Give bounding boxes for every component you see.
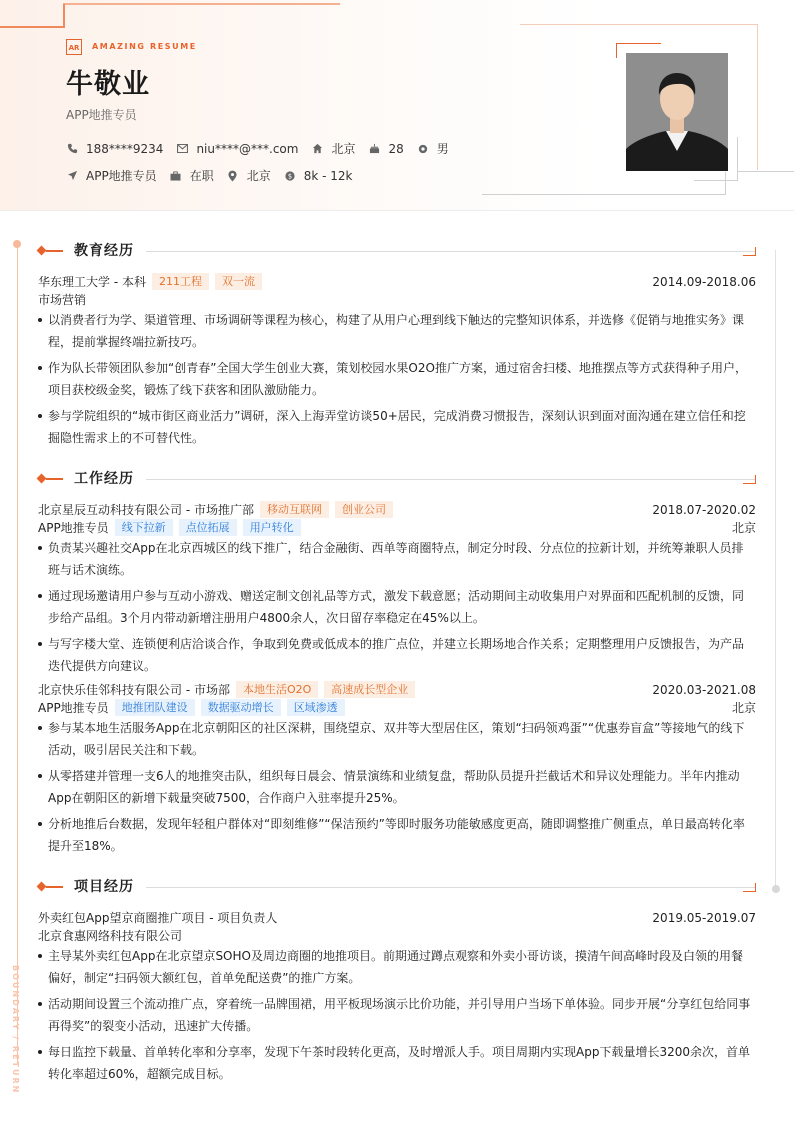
age-text: 28 bbox=[388, 141, 404, 156]
projects-section-header bbox=[36, 877, 756, 897]
location-icon bbox=[227, 170, 239, 182]
decor-line bbox=[737, 137, 738, 181]
decor-line bbox=[757, 24, 758, 170]
list-item: 参与某本地生活服务App在北京朝阳区的社区深耕，围绕望京、双井等大型居住区，策划“扫码领鸡蛋”“优惠券盲盒”等接地气的线下活动，吸引居民关注和下载。 bbox=[38, 717, 754, 761]
section-title: 教育经历 bbox=[74, 243, 134, 259]
decor-line bbox=[63, 4, 65, 28]
salary-text: 8k - 12k bbox=[303, 168, 353, 183]
divider bbox=[146, 251, 756, 252]
decor-line bbox=[520, 24, 758, 25]
intent-item bbox=[66, 167, 157, 184]
home-icon bbox=[311, 143, 323, 155]
contact-row bbox=[66, 140, 462, 157]
divider bbox=[146, 887, 756, 888]
salary-icon bbox=[284, 170, 296, 182]
corner-mark bbox=[743, 247, 756, 256]
phone-text: 188****9234 bbox=[86, 141, 164, 156]
education-school-row bbox=[38, 273, 756, 290]
list-item: 通过现场邀请用户参与互动小游戏、赠送定制文创礼品等方式，激发下载意愿；活动期间主动收集用户对界面和匹配机制的反馈，同步给产品组。3个月内带动新增注册用户4800余人，次日留存率稳定在45%以上。 bbox=[38, 585, 754, 629]
decor-line bbox=[775, 250, 776, 890]
tag: 高速成长型企业 bbox=[324, 681, 415, 698]
intent-city-text: 北京 bbox=[246, 169, 271, 183]
school-name: 华东理工大学 - 本科 bbox=[38, 275, 146, 289]
briefcase-icon bbox=[170, 170, 182, 182]
intent-position-text: APP地推专员 bbox=[86, 169, 157, 183]
tag: 创业公司 bbox=[335, 501, 393, 518]
contact-item bbox=[368, 142, 403, 156]
section-title: 项目经历 bbox=[74, 879, 134, 895]
tag: 本地生活O2O bbox=[236, 681, 318, 698]
gender-icon bbox=[417, 143, 429, 155]
tag: 区域渗透 bbox=[287, 699, 345, 716]
job-city: 北京 bbox=[731, 521, 756, 535]
project-title: 外卖红包App望京商圈推广项目 - 项目负责人 bbox=[38, 911, 278, 925]
major-name: 市场营销 bbox=[38, 293, 87, 307]
job-city: 北京 bbox=[731, 701, 756, 715]
education-section-header bbox=[36, 241, 756, 261]
intent-item bbox=[284, 169, 353, 183]
decor-line bbox=[46, 886, 63, 888]
gender-text: 男 bbox=[436, 142, 449, 156]
date-range: 2014.09-2018.06 bbox=[652, 274, 756, 289]
decor-line bbox=[46, 250, 63, 252]
decor-line bbox=[725, 172, 726, 194]
company-name: 北京快乐佳邻科技有限公司 - 市场部 bbox=[38, 683, 230, 697]
side-watermark-text: BOUNDARY / RETURN bbox=[11, 965, 20, 1095]
timeline-dot bbox=[13, 240, 21, 248]
decor-dot bbox=[772, 885, 780, 893]
project-org: 北京食惠网络科技有限公司 bbox=[38, 929, 183, 943]
contact-item bbox=[176, 142, 298, 156]
list-item: 与写字楼大堂、连锁便利店洽谈合作，争取到免费或低成本的推广点位，并建立长期场地合作关系；定期整理用户反馈报告，为产品迭代提供方向建议。 bbox=[38, 633, 754, 677]
diamond-icon bbox=[37, 882, 47, 892]
education-major-row bbox=[38, 291, 756, 308]
candidate-name: 牛敬业 bbox=[66, 69, 150, 100]
logo-text: AMAZING RESUME bbox=[92, 42, 197, 51]
section-title: 工作经历 bbox=[74, 471, 134, 487]
job-title: APP地推专员 bbox=[66, 108, 137, 122]
list-item: 以消费者行为学、渠道管理、市场调研等课程为核心，构建了从用户心理到线下触达的完整知识体系，并选修《促销与地推实务》课程，提前掌握终端拉新技巧。 bbox=[38, 309, 754, 353]
corner-mark bbox=[743, 475, 756, 484]
date-range: 2019.05-2019.07 bbox=[652, 910, 756, 925]
tag: 点位拓展 bbox=[179, 519, 237, 536]
list-item: 从零搭建并管理一支6人的地推突击队，组织每日晨会、情景演练和业绩复盘，帮助队员提升拦截话术和异议处理能力。半年内推动App在朝阳区的新增下载量突破7500，合作商户入驻率提升25%。 bbox=[38, 765, 754, 809]
decor-line bbox=[737, 171, 794, 172]
tag: 用户转化 bbox=[243, 519, 301, 536]
svg-text:$: $ bbox=[287, 172, 292, 180]
date-range: 2018.07-2020.02 bbox=[652, 502, 756, 517]
tag: 地推团队建设 bbox=[115, 699, 195, 716]
send-icon bbox=[66, 170, 78, 182]
job-intent-row bbox=[66, 167, 365, 184]
list-item: 主导某外卖红包App在北京望京SOHO及周边商圈的地推项目。前期通过蹲点观察和外卖小哥访谈，摸清午间高峰时段及白领的用餐偏好，制定“扫码领大额红包，首单免配送费”的推广方案。 bbox=[38, 945, 754, 989]
job-company-row bbox=[38, 501, 756, 518]
home-city-text: 北京 bbox=[331, 142, 356, 156]
status-text: 在职 bbox=[189, 169, 214, 183]
role-name: APP地推专员 bbox=[38, 701, 109, 715]
mail-icon bbox=[176, 143, 188, 155]
decor-line bbox=[46, 478, 63, 480]
phone-icon bbox=[66, 143, 78, 155]
contact-item bbox=[311, 140, 355, 157]
job-company-row bbox=[38, 681, 756, 698]
date-range: 2020.03-2021.08 bbox=[652, 682, 756, 697]
list-item: 负责某兴趣社交App在北京西城区的线下推广，结合金融街、西单等商圈特点，制定分时段、分点位的拉新计划，并统筹兼职人员排班与话术演练。 bbox=[38, 537, 754, 581]
list-item: 活动期间设置三个流动推广点，穿着统一品牌围裙，用平板现场演示比价功能，并引导用户当场下单体验。同步开展“分享红包给同事再得奖”的裂变小活动，迅速扩大传播。 bbox=[38, 993, 754, 1037]
role-name: APP地推专员 bbox=[38, 521, 109, 535]
diamond-icon bbox=[37, 474, 47, 484]
corner-mark bbox=[743, 883, 756, 892]
decor-line bbox=[63, 3, 340, 5]
email-text: niu****@***.com bbox=[196, 141, 299, 156]
job-role-row bbox=[38, 519, 756, 536]
project-title-row bbox=[38, 909, 756, 926]
project-org-row bbox=[38, 927, 756, 944]
profile-photo bbox=[626, 53, 728, 171]
divider bbox=[146, 479, 756, 480]
tag: 211工程 bbox=[152, 273, 209, 290]
contact-item bbox=[417, 140, 449, 157]
timeline-line bbox=[17, 244, 18, 1064]
company-name: 北京星辰互动科技有限公司 - 市场推广部 bbox=[38, 503, 254, 517]
tag: 移动互联网 bbox=[260, 501, 329, 518]
work-section-header bbox=[36, 469, 756, 489]
diamond-icon bbox=[37, 246, 47, 256]
decor-line bbox=[694, 180, 738, 181]
logo-mark: AR bbox=[66, 39, 82, 55]
list-item: 分析地推后台数据，发现年轻租户群体对“即刻维修”“保洁预约”等即时服务功能敏感度更高，随即调整推广侧重点，单日最高转化率提升至18%。 bbox=[38, 813, 754, 857]
list-item: 参与学院组织的“城市街区商业活力”调研，深入上海弄堂访谈50+居民，完成消费习惯报告，深刻认识到面对面沟通在建立信任和挖掘隐性需求上的不可替代性。 bbox=[38, 405, 754, 449]
cake-icon bbox=[368, 143, 380, 155]
list-item: 每日监控下载量、首单转化率和分享率，发现下午茶时段转化更高，及时增派人手。项目周期内实现App下载量增长3200余次，首单转化率超过60%，超额完成目标。 bbox=[38, 1041, 754, 1085]
decor-line bbox=[0, 26, 64, 28]
list-item: 作为队长带领团队参加“创青春”全国大学生创业大赛，策划校园水果O2O推广方案，通过宿舍扫楼、地推摆点等方式获得种子用户，项目获校级金奖，锻炼了线下获客和团队激励能力。 bbox=[38, 357, 754, 401]
intent-item bbox=[170, 167, 214, 184]
decor-line bbox=[482, 194, 726, 195]
job-role-row bbox=[38, 699, 756, 716]
tag: 数据驱动增长 bbox=[201, 699, 281, 716]
contact-item bbox=[66, 142, 163, 156]
tag: 线下拉新 bbox=[115, 519, 173, 536]
tag: 双一流 bbox=[215, 273, 262, 290]
intent-item bbox=[227, 167, 271, 184]
